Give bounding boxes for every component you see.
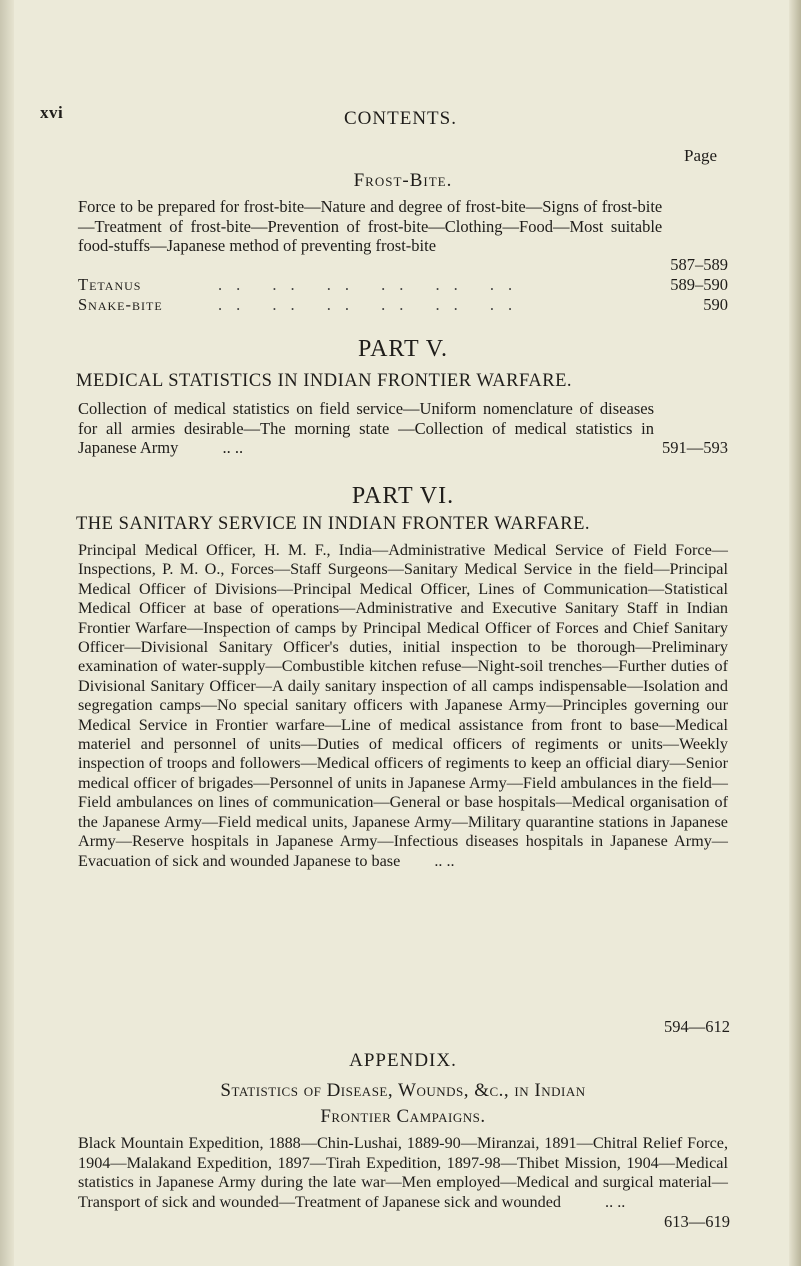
appendix-entry [78, 1134, 728, 1212]
frost-bite-section [78, 170, 728, 192]
part-6-subtitle: THE SANITARY SERVICE IN INDIAN FRONTER WARFARE. [76, 514, 591, 534]
tetanus-pages: 589–590 [670, 275, 728, 294]
part-5-pages: 591—593 [662, 438, 728, 457]
running-head: CONTENTS. [344, 108, 457, 129]
snake-bite-entry [78, 295, 728, 315]
appendix-subtitle-line-2: Frontier Campaigns. [320, 1106, 486, 1127]
appendix-title: APPENDIX. [349, 1050, 457, 1071]
part-6-pages-wrap [640, 1017, 730, 1037]
appendix-pages: 613—619 [664, 1212, 730, 1231]
part-6-entry [78, 541, 728, 871]
part-5-section [78, 336, 728, 363]
tetanus-label: Tetanus [78, 275, 142, 294]
part-5-entry [78, 399, 728, 458]
appendix-section [78, 1050, 728, 1130]
page-column-label: Page [684, 146, 718, 165]
snake-bite-label: Snake-bite [78, 295, 163, 314]
part-5-title: PART V. [357, 336, 449, 362]
part-5-subtitle-wrap [76, 371, 736, 392]
page-edge-left [0, 0, 14, 1266]
part-6-subtitle-wrap [76, 514, 736, 535]
frost-bite-entry [78, 197, 728, 275]
part-6-section [78, 483, 728, 510]
part-5-text: Collection of medical statistics on field service—Uniform nomenclature of diseases for all armies desirable—The morning state —Collection of medical statistics in Japanese Army [78, 399, 654, 457]
frost-bite-heading: Frost-Bite. [353, 170, 453, 191]
snake-bite-leaders: .. .. .. .. .. .. [218, 295, 527, 314]
tetanus-entry [78, 275, 728, 295]
part-5-leaders: .. .. [222, 438, 244, 457]
part-6-leaders: .. .. [434, 851, 455, 870]
tetanus-leaders: .. .. .. .. .. .. [218, 275, 527, 294]
part-6-title: PART VI. [351, 483, 455, 509]
folio: xvi [40, 103, 64, 122]
appendix-text: Black Mountain Expedition, 1888—Chin-Lushai, 1889-90—Miranzai, 1891—Chitral Relief Force, 1904—Malakand Expedition, 1897—Tirah Expedition, 1897-98—Thibet Mission, 1904—Medical statistics in Japanese Army during the late war—Men employed—Medical and surgical material—Transport of sick and wounded—Treatment of Japanese sick and wounded [78, 1134, 728, 1211]
part-6-text: Principal Medical Officer, H. M. F., India—Administrative Medical Service of Field Force—Inspections, P. M. O., Forces—Staff Surgeons—Sanitary Medical Service in the field—Principal Medical Officer of Divisions—Principal Medical Officer, Lines of Communication—Statistical Medical Officer at base of operations—Administrative and Executive Sanitary Staff in Indian Frontier Warfare—Inspection of camps by Principal Medical Officer of Forces and Chief Sanitary Officer—Divisional Sanitary Officer's duties, initial inspection to be thorough—Preliminary examination of water-supply—Combustible kitchen refuse—Night-soil trenches—Further duties of Divisional Sanitary Officer—A daily sanitary inspection of all camps indispensable—Isolation and segregation camps—No special sanitary officers with Japanese Army—Principles governing our Medical Service in Frontier warfare—Line of medical assistance from front to base—Medical materiel and personnel of units—Duties of medical officers of regiments or units—Weekly inspection of troops and followers—Medical officers of regiments to keep an official diary—Senior medical officer of brigades—Personnel of units in Japanese Army—Field ambulances in the field—Field ambulances on lines of communication—General or base hospitals—Medical organisation of the Japanese Army—Field medical units, Japanese Army—Military quarantine stations in Japanese Army—Reserve hospitals in Japanese Army—Infectious diseases hospitals in Japanese Army—Evacuation of sick and wounded Japanese to base [78, 541, 728, 870]
frost-bite-text: Force to be prepared for frost-bite—Nature and degree of frost-bite—Signs of frost-bite—Treatment of frost-bite—Prevention of frost-bite—Clothing—Food—Most suitable food-stuffs—Japanese method of preventing frost-bite [78, 197, 663, 255]
appendix-pages-wrap [640, 1212, 730, 1232]
part-5-subtitle: MEDICAL STATISTICS IN INDIAN FRONTIER WARFARE. [76, 371, 573, 391]
frost-bite-pages: 587–589 [670, 255, 728, 274]
page-edge-right [789, 0, 801, 1266]
snake-bite-pages: 590 [703, 295, 728, 314]
appendix-leaders: .. .. [605, 1192, 626, 1211]
part-6-pages: 594—612 [664, 1017, 730, 1036]
appendix-subtitle-line-1: Statistics of Disease, Wounds, &c., in Indian [220, 1080, 586, 1101]
